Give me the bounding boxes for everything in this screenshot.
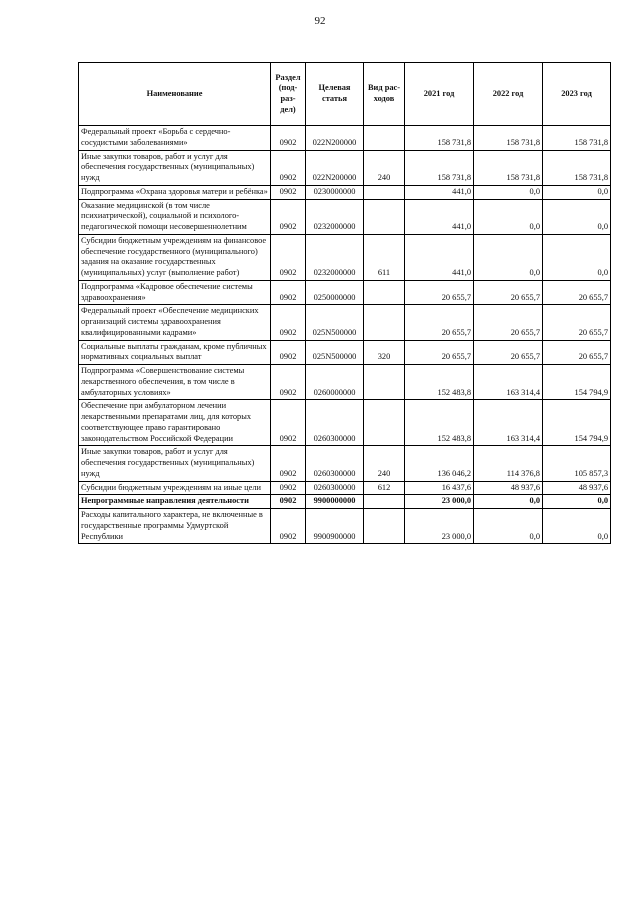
cell-section: 0902 (271, 199, 306, 234)
cell-section: 0902 (271, 126, 306, 151)
cell-2022: 158 731,8 (474, 150, 543, 185)
cell-expense (364, 509, 405, 544)
budget-table (78, 62, 611, 544)
cell-target: 0232000000 (306, 199, 364, 234)
cell-section: 0902 (271, 509, 306, 544)
cell-target: 9900000000 (306, 495, 364, 509)
cell-name: Иные закупки товаров, работ и услуг для обеспечения государственных (муниципальных) нужд (79, 150, 271, 185)
cell-section: 0902 (271, 305, 306, 340)
cell-name: Социальные выплаты гражданам, кроме публичных нормативных социальных выплат (79, 340, 271, 365)
cell-2022: 48 937,6 (474, 481, 543, 495)
cell-2023: 0,0 (543, 185, 611, 199)
column-header-2022: 2022 год (474, 63, 543, 126)
cell-2021: 20 655,7 (405, 280, 474, 305)
cell-target: 9900900000 (306, 509, 364, 544)
column-header-2023: 2023 год (543, 63, 611, 126)
cell-2022: 158 731,8 (474, 126, 543, 151)
cell-section: 0902 (271, 495, 306, 509)
cell-2021: 23 000,0 (405, 495, 474, 509)
cell-expense (364, 280, 405, 305)
cell-name: Обеспечение при амбулаторном лечении лекарственными препаратами лиц, для которых соответствующее право гарантировано законодательством Российской Федерации (79, 400, 271, 446)
cell-name: Иные закупки товаров, работ и услуг для обеспечения государственных (муниципальных) нужд (79, 446, 271, 481)
table-row (79, 280, 611, 305)
table-header-row (79, 63, 611, 126)
cell-section: 0902 (271, 340, 306, 365)
cell-2023: 105 857,3 (543, 446, 611, 481)
cell-2023: 20 655,7 (543, 305, 611, 340)
cell-2023: 20 655,7 (543, 280, 611, 305)
table-row (79, 305, 611, 340)
cell-section: 0902 (271, 446, 306, 481)
column-header-expense: Вид рас-ходов (364, 63, 405, 126)
cell-2022: 0,0 (474, 185, 543, 199)
table-row (79, 495, 611, 509)
cell-2021: 20 655,7 (405, 305, 474, 340)
cell-2023: 0,0 (543, 199, 611, 234)
cell-2021: 441,0 (405, 234, 474, 280)
cell-2022: 20 655,7 (474, 340, 543, 365)
cell-2022: 163 314,4 (474, 365, 543, 400)
cell-section: 0902 (271, 400, 306, 446)
cell-target: 0260300000 (306, 481, 364, 495)
page-number: 92 (314, 15, 326, 27)
cell-name: Субсидии бюджетным учреждениям на иные цели (79, 481, 271, 495)
column-header-target: Целевая статья (306, 63, 364, 126)
cell-expense (364, 199, 405, 234)
cell-target: 0260300000 (306, 446, 364, 481)
cell-expense (364, 305, 405, 340)
cell-target: 025N500000 (306, 305, 364, 340)
cell-2023: 154 794,9 (543, 365, 611, 400)
table-row (79, 400, 611, 446)
cell-section: 0902 (271, 150, 306, 185)
cell-2022: 163 314,4 (474, 400, 543, 446)
cell-target: 0230000000 (306, 185, 364, 199)
cell-expense: 320 (364, 340, 405, 365)
column-header-2021: 2021 год (405, 63, 474, 126)
cell-section: 0902 (271, 280, 306, 305)
cell-2021: 152 483,8 (405, 365, 474, 400)
cell-section: 0902 (271, 481, 306, 495)
table-row (79, 509, 611, 544)
cell-name: Подпрограмма «Охрана здоровья матери и ребёнка» (79, 185, 271, 199)
table-row (79, 126, 611, 151)
column-header-section: Раздел (под-раз-дел) (271, 63, 306, 126)
cell-2022: 0,0 (474, 495, 543, 509)
cell-name: Непрограммные направления деятельности (79, 495, 271, 509)
cell-2023: 48 937,6 (543, 481, 611, 495)
cell-2021: 20 655,7 (405, 340, 474, 365)
cell-2021: 441,0 (405, 185, 474, 199)
cell-target: 0250000000 (306, 280, 364, 305)
cell-name: Оказание медицинской (в том числе психиатрической), социальной и психолого-педагогической помощи несовершеннолетним (79, 199, 271, 234)
cell-name: Федеральный проект «Борьба с сердечно-сосудистыми заболеваниями» (79, 126, 271, 151)
cell-name: Подпрограмма «Совершенствование системы лекарственного обеспечения, в том числе в амбулаторных условиях» (79, 365, 271, 400)
table-row (79, 150, 611, 185)
cell-expense: 240 (364, 446, 405, 481)
table-row (79, 446, 611, 481)
cell-target: 0232000000 (306, 234, 364, 280)
cell-2022: 0,0 (474, 199, 543, 234)
cell-2022: 114 376,8 (474, 446, 543, 481)
table-row (79, 185, 611, 199)
cell-2021: 158 731,8 (405, 150, 474, 185)
cell-2023: 20 655,7 (543, 340, 611, 365)
cell-2023: 0,0 (543, 234, 611, 280)
cell-expense (364, 400, 405, 446)
cell-2022: 0,0 (474, 234, 543, 280)
cell-name: Расходы капитального характера, не включенные в государственные программы Удмуртской Республики (79, 509, 271, 544)
cell-name: Подпрограмма «Кадровое обеспечение системы здравоохранения» (79, 280, 271, 305)
cell-2021: 441,0 (405, 199, 474, 234)
cell-target: 0260300000 (306, 400, 364, 446)
cell-target: 022N200000 (306, 150, 364, 185)
table-row (79, 340, 611, 365)
cell-2021: 152 483,8 (405, 400, 474, 446)
cell-expense: 611 (364, 234, 405, 280)
column-header-name: Наименование (79, 63, 271, 126)
cell-2022: 20 655,7 (474, 280, 543, 305)
cell-expense: 240 (364, 150, 405, 185)
cell-section: 0902 (271, 234, 306, 280)
cell-expense (364, 185, 405, 199)
cell-expense (364, 126, 405, 151)
cell-target: 0260000000 (306, 365, 364, 400)
cell-2021: 158 731,8 (405, 126, 474, 151)
cell-2022: 0,0 (474, 509, 543, 544)
cell-name: Федеральный проект «Обеспечение медицинских организаций системы здравоохранения квалифицированными кадрами» (79, 305, 271, 340)
table-row (79, 234, 611, 280)
cell-2023: 158 731,8 (543, 150, 611, 185)
cell-expense (364, 495, 405, 509)
cell-target: 022N200000 (306, 126, 364, 151)
cell-2023: 158 731,8 (543, 126, 611, 151)
cell-name: Субсидии бюджетным учреждениям на финансовое обеспечение государственного (муниципального) задания на оказание государственных (муниципальных) услуг (выполнение работ) (79, 234, 271, 280)
cell-2021: 16 437,6 (405, 481, 474, 495)
table-row (79, 481, 611, 495)
cell-2023: 154 794,9 (543, 400, 611, 446)
cell-2021: 23 000,0 (405, 509, 474, 544)
cell-2022: 20 655,7 (474, 305, 543, 340)
cell-expense (364, 365, 405, 400)
table-row (79, 365, 611, 400)
table-row (79, 199, 611, 234)
cell-2023: 0,0 (543, 495, 611, 509)
cell-expense: 612 (364, 481, 405, 495)
cell-2023: 0,0 (543, 509, 611, 544)
cell-section: 0902 (271, 365, 306, 400)
cell-target: 025N500000 (306, 340, 364, 365)
cell-2021: 136 046,2 (405, 446, 474, 481)
cell-section: 0902 (271, 185, 306, 199)
